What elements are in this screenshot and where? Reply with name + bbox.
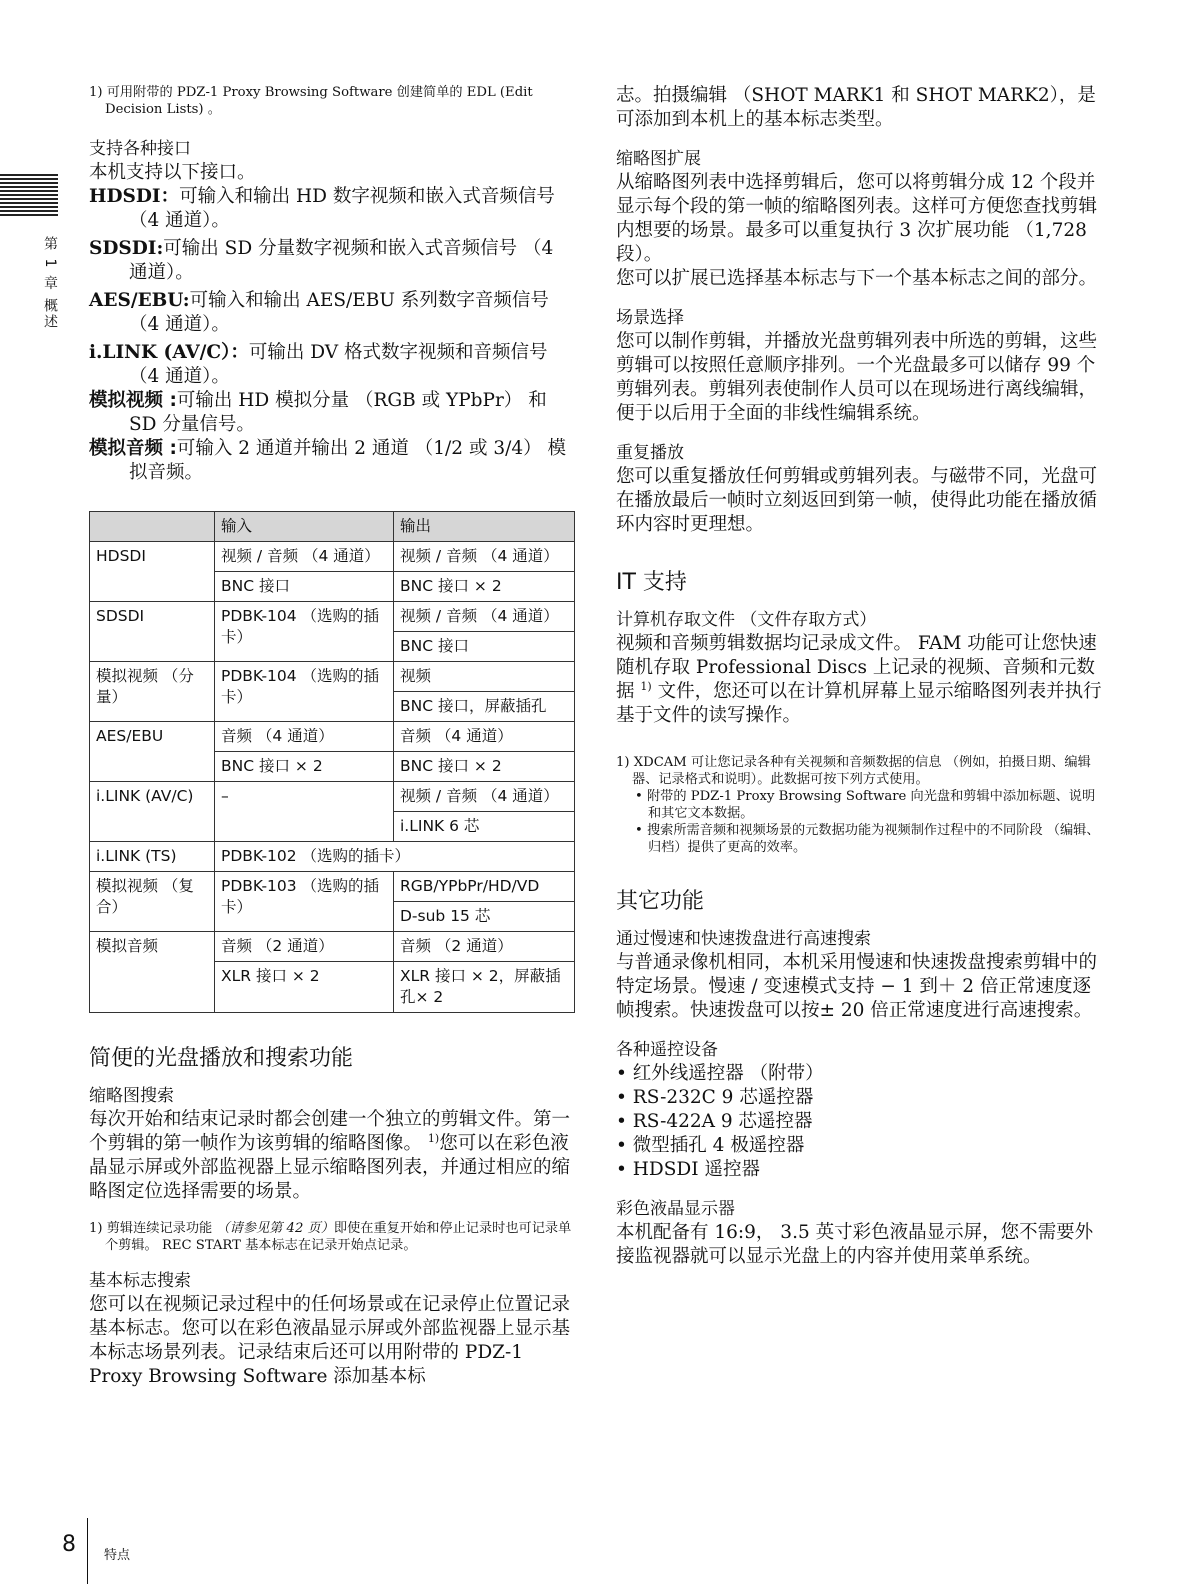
table-cell: 音频 （2 通道） [394,932,575,962]
playback-section-heading: 简便的光盘播放和搜索功能 [89,1046,354,1071]
thumbnail-expand-body-2: 您可以扩展已选择基本标志与下一个基本标志之间的部分。 [616,268,1098,289]
table-cell: BNC 接口 × 2 [394,572,575,602]
list-item: • RS-232C 9 芯遥控器 [616,1087,814,1108]
scene-select-body: 您可以制作剪辑，并播放光盘剪辑列表中所选的剪辑，这些剪辑可以按照任意顺序排列。一个光盘最多可以储存 99 个剪辑列表。剪辑列表使制作人员可以在现场进行离线编辑，便于以后用于全面的非线性编辑系统。 [616,331,1098,424]
table-header-row [90,512,575,542]
table-cell: i.LINK (AV/C) [90,782,215,842]
scene-select-heading: 场景选择 [616,308,684,328]
table-row [90,662,575,692]
table-cell: PDBK-104 （选购的插卡） [215,662,394,722]
table-row [90,542,575,572]
table-cell: RGB/YPbPr/HD/VD [394,872,575,902]
chapter-tab-lines [0,174,58,218]
thumbnail-footnote: 1) 剪辑连续记录功能 （请参见第 42 页）即使在重复开始和停止记录时也可记录单个剪辑。 REC START 基本标志在记录开始点记录。 [89,1221,572,1253]
table-row [90,722,575,752]
table-cell: 视频 / 音频 （4 通道） [394,782,575,812]
remote-devices-heading: 各种遥控设备 [616,1040,718,1060]
list-item: • 红外线遥控器 （附带） [616,1063,824,1084]
table-cell: BNC 接口，屏蔽插孔 [394,692,575,722]
lcd-heading: 彩色液晶显示器 [616,1199,735,1219]
table-header: 输入 [215,512,394,542]
table-header: 输出 [394,512,575,542]
footer-section-label: 特点 [104,1548,131,1563]
table-row [90,932,575,962]
xdcam-footnote-bullet: • 搜索所需音频和视频场景的元数据功能为视频制作过程中的不同阶段 （编辑、归档）提供了更高的效率。 [635,823,1100,855]
interfaces-heading: 支持各种接口 [89,139,191,159]
file-access-heading: 计算机存取文件 （文件存取方式） [616,610,877,630]
edl-footnote: 1) 可用附带的 PDZ-1 Proxy Browsing Software 创建简单的 EDL (Edit Decision Lists) 。 [89,85,533,117]
table-cell: 视频 / 音频 （4 通道） [394,602,575,632]
repeat-play-heading: 重复播放 [616,443,684,463]
right-column [616,84,1102,1269]
thumbnail-search-body: 每次开始和结束记录时都会创建一个独立的剪辑文件。第一个剪辑的第一帧作为该剪辑的缩略图像。 $^{1)}$您可以在彩色液晶显示屏或外部监视器上显示缩略图列表，并通过相应的缩略图定位选择需要的场景。 [89,1109,571,1202]
table-cell: 模拟视频 （复合） [90,872,215,932]
other-functions-heading: 其它功能 [616,889,705,914]
table-cell: 视频 [394,662,575,692]
table-cell: SDSDI [90,602,215,662]
thumbnail-search-heading: 缩略图搜索 [89,1086,174,1106]
lcd-body: 本机配备有 16:9， 3.5 英寸彩色液晶显示屏，您不需要外接监视器就可以显示光盘上的内容并使用菜单系统。 [616,1222,1094,1267]
table-cell: 视频 / 音频 （4 通道） [215,542,394,572]
table-cell: PDBK-103 （选购的插卡） [215,872,394,932]
table-header [90,512,215,542]
interface-item-sdsdi: SDSDI:可输出 SD 分量数字视频和嵌入式音频信号 （4 通道）。 [89,238,554,283]
table-row [90,872,575,902]
table-cell: PDBK-102 （选购的插卡） [215,842,575,872]
table-cell: XLR 接口 × 2，屏蔽插孔× 2 [394,962,575,1013]
table-cell: 视频 / 音频 （4 通道） [394,542,575,572]
marker-search-continued: 志。拍摄编辑 （SHOT MARK1 和 SHOT MARK2），是可添加到本机上的基本标志类型。 [616,85,1096,130]
list-item: • RS-422A 9 芯遥控器 [616,1111,813,1132]
table-cell: 模拟视频 （分量） [90,662,215,722]
shuttle-search-body: 与普通录像机相同，本机采用慢速和快速拨盘搜索剪辑中的特定场景。慢速 / 变速模式支持 − 1 到＋ 2 倍正常速度逐帧搜索。快速拨盘可以按± 20 倍正常速度进行高速搜索。 [616,952,1098,1021]
table-cell: i.LINK 6 芯 [394,812,575,842]
table-row [90,782,575,812]
left-column [89,84,575,1389]
table-cell: BNC 接口 [215,572,394,602]
page-number: 8 [62,1532,76,1557]
table-cell: BNC 接口 × 2 [394,752,575,782]
marker-search-body: 您可以在视频记录过程中的任何场景或在记录停止位置记录基本标志。您可以在彩色液晶显示屏或外部监视器上显示基本标志场景列表。记录结束后还可以用附带的 PDZ-1 Proxy Browsing Software 添加基本标 [89,1294,571,1387]
interface-item-hdsdi: HDSDI：可输入和输出 HD 数字视频和嵌入式音频信号 （4 通道）。 [89,186,555,231]
marker-search-heading: 基本标志搜索 [89,1271,191,1291]
table-cell: – [215,782,394,842]
list-item: • 微型插孔 4 极遥控器 [616,1135,805,1156]
table-cell: D-sub 15 芯 [394,902,575,932]
table-cell: 音频 （4 通道） [215,722,394,752]
table-cell: BNC 接口 [394,632,575,662]
interface-item-analog-audio: 模拟音频 :可输入 2 通道并输出 2 通道 （1/2 或 3/4） 模拟音频。 [89,438,566,483]
file-access-body: 视频和音频剪辑数据均记录成文件。 FAM 功能可让您快速随机存取 Professional Discs 上记录的视频、音频和元数据 $^{1)}$ 文件，您还可以在计算机屏幕上显示缩略图列表并执行基于文件的读写操作。 [616,633,1102,726]
table-row [90,602,575,632]
thumbnail-expand-body: 从缩略图列表中选择剪辑后，您可以将剪辑分成 12 个段并显示每个段的第一帧的缩略图列表。这样可方便您查找剪辑内想要的场景。最多可以重复执行 3 次扩展功能 （1,728 段）。 [616,172,1098,265]
interface-item-ilink: i.LINK (AV/C）：可输出 DV 格式数字视频和音频信号 （4 通道）。 [89,342,548,387]
table-row [90,842,575,872]
repeat-play-body: 您可以重复播放任何剪辑或剪辑列表。与磁带不同，光盘可在播放最后一帧时立刻返回到第一帧，使得此功能在播放循环内容时更理想。 [616,466,1098,535]
list-item: • HDSDI 遥控器 [616,1159,760,1180]
table-cell: 音频 （4 通道） [394,722,575,752]
xdcam-footnote: 1) XDCAM 可让您记录各种有关视频和音频数据的信息 （例如，拍摄日期、编辑器、记录格式和说明）。此数据可按下列方式使用。 [616,755,1091,787]
footer-divider [87,1518,88,1584]
xdcam-footnote-bullet: • 附带的 PDZ-1 Proxy Browsing Software 向光盘和剪辑中添加标题、说明和其它文本数据。 [635,789,1096,821]
table-cell: AES/EBU [90,722,215,782]
table-cell: HDSDI [90,542,215,602]
it-support-heading: IT 支持 [616,570,687,595]
table-cell: XLR 接口 × 2 [215,962,394,1013]
table-cell: 音频 （2 通道） [215,932,394,962]
table-cell: i.LINK (TS) [90,842,215,872]
interface-table [89,511,575,1013]
interface-item-analog-video: 模拟视频 :可输出 HD 模拟分量 （RGB 或 YPbPr） 和 SD 分量信号。 [89,390,547,435]
shuttle-search-heading: 通过慢速和快速拨盘进行高速搜索 [616,929,871,949]
table-cell: 模拟音频 [90,932,215,1013]
chapter-tab-label: 第 1 章 概述 [42,236,58,331]
table-cell: PDBK-104 （选购的插卡） [215,602,394,662]
interfaces-intro: 本机支持以下接口。 [89,162,256,183]
thumbnail-expand-heading: 缩略图扩展 [616,149,701,169]
table-cell: BNC 接口 × 2 [215,752,394,782]
interface-item-aes: AES/EBU:可输入和输出 AES/EBU 系列数字音频信号 （4 通道）。 [89,290,549,335]
